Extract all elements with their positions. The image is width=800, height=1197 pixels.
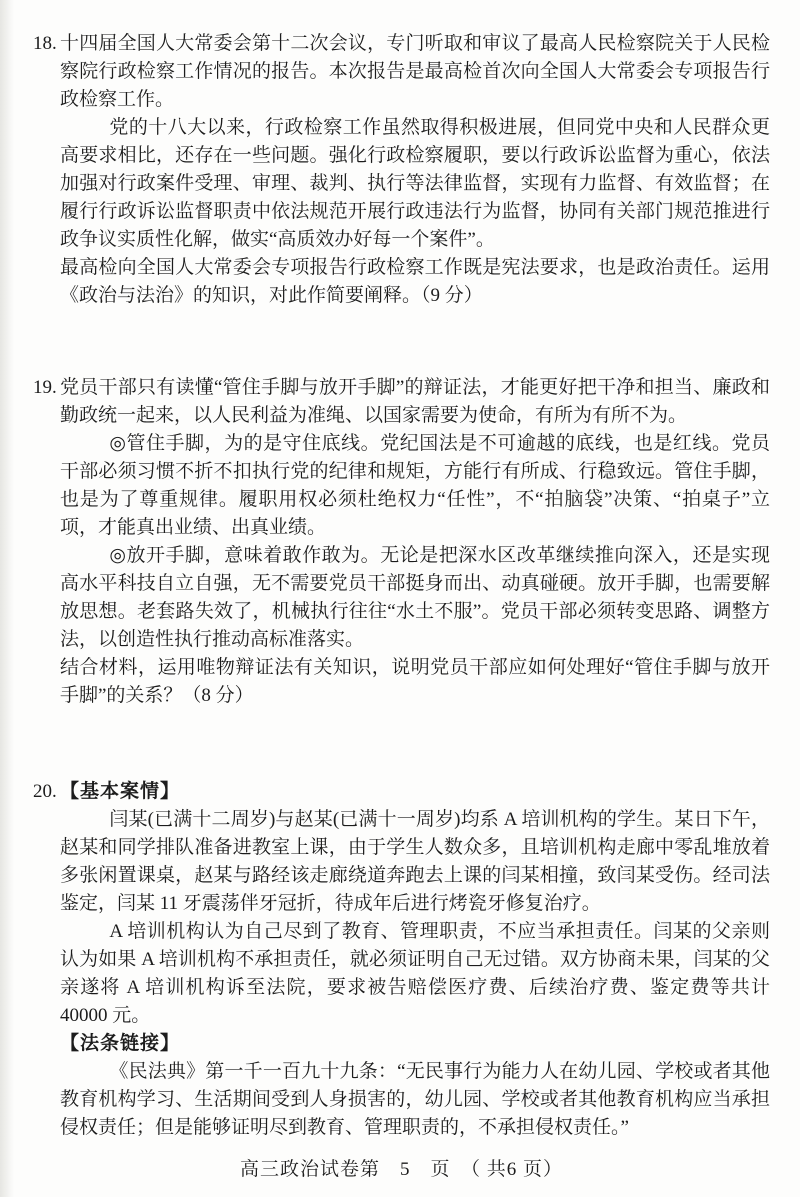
question-18 bbox=[33, 30, 770, 310]
page-footer: 高三政治试卷第 5 页 （ 共6 页） bbox=[239, 1159, 563, 1180]
question-20-number: 20. bbox=[33, 781, 57, 802]
question-19-intro: 党员干部只有读懂“管住手脚与放开手脚”的辩证法，才能更好把干净和担当、廉政和勤政统一起来，以人民利益为准绳、以国家需要为使命，有所为有所不为。 bbox=[60, 377, 770, 426]
question-19-material-fangkai: ◎放开手脚，意味着敢作敢为。无论是把深水区改革继续推向深入，还是实现高水平科技自立自强，无不需要党员干部挺身而出、动真碰硬。放开手脚，也需要解放思想。老套路失效了，机械执行往往“水土不服”。党员干部必须转变思路、调整方法，以创造性执行推动高标准落实。 bbox=[60, 545, 770, 650]
question-19 bbox=[33, 374, 770, 710]
section-heading-basic-case: 【基本案情】 bbox=[60, 781, 181, 802]
question-18-number: 18. bbox=[33, 33, 57, 54]
question-18-task: 最高检向全国人大常委会专项报告行政检察工作既是宪法要求，也是政治责任。运用《政治与法治》的知识，对此作简要阐释。（9 分） bbox=[60, 257, 770, 306]
question-20-case-dispute: A 培训机构认为自己尽到了教育、管理职责，不应当承担责任。闫某的父亲则认为如果 A 培训机构不承担责任，就必须证明自己无过错。双方协商未果，闫某的父亲遂将 A 培训机构诉至法院，要求被告赔偿医疗费、后续治疗费、鉴定费等共计 40000 元。 bbox=[60, 921, 770, 1026]
section-heading-law-link: 【法条链接】 bbox=[60, 1033, 181, 1054]
question-18-intro: 十四届全国人大常委会第十二次会议，专门听取和审议了最高人民检察院关于人民检察院行政检察工作情况的报告。本次报告是最高检首次向全国人大常委会专项报告行政检察工作。 bbox=[60, 33, 770, 110]
question-20-law-article: 《民法典》第一千一百九十九条：“无民事行为能力人在幼儿园、学校或者其他教育机构学习、生活期间受到人身损害的，幼儿园、学校或者其他教育机构应当承担侵权责任；但是能够证明尽到教育、管理职责的，不承担侵权责任。” bbox=[60, 1061, 770, 1138]
question-19-material-guanzhu: ◎管住手脚，为的是守住底线。党纪国法是不可逾越的底线，也是红线。党员干部必须习惯不折不扣执行党的纪律和规矩，方能行有所成、行稳致远。管住手脚，也是为了尊重规律。履职用权必须杜绝权力“任性”，不“拍脑袋”决策、“拍桌子”立项，才能真出业绩、出真业绩。 bbox=[60, 433, 770, 538]
question-20 bbox=[33, 778, 770, 1142]
question-19-number: 19. bbox=[33, 377, 57, 398]
question-19-task: 结合材料，运用唯物辩证法有关知识，说明党员干部应如何处理好“管住手脚与放开手脚”的关系？（8 分） bbox=[60, 657, 770, 706]
question-18-material: 党的十八大以来，行政检察工作虽然取得积极进展，但同党中央和人民群众更高要求相比，还存在一些问题。强化行政检察履职，要以行政诉讼监督为重心，依法加强对行政案件受理、审理、裁判、执行等法律监督，实现有力监督、有效监督；在履行行政诉讼监督职责中依法规范开展行政违法行为监督，协同有关部门规范推进行政争议实质性化解，做实“高质效办好每一个案件”。 bbox=[60, 117, 770, 250]
question-20-case-facts: 闫某(已满十二周岁)与赵某(已满十一周岁)均系 A 培训机构的学生。某日下午，赵某和同学排队准备进教室上课，由于学生人数众多，且培训机构走廊中零乱堆放着多张闲置课桌，赵某与路经该走廊绕道奔跑去上课的闫某相撞，致闫某受伤。经司法鉴定，闫某 11 牙震荡伴牙冠折，待成年后进行烤瓷牙修复治疗。 bbox=[60, 809, 770, 914]
